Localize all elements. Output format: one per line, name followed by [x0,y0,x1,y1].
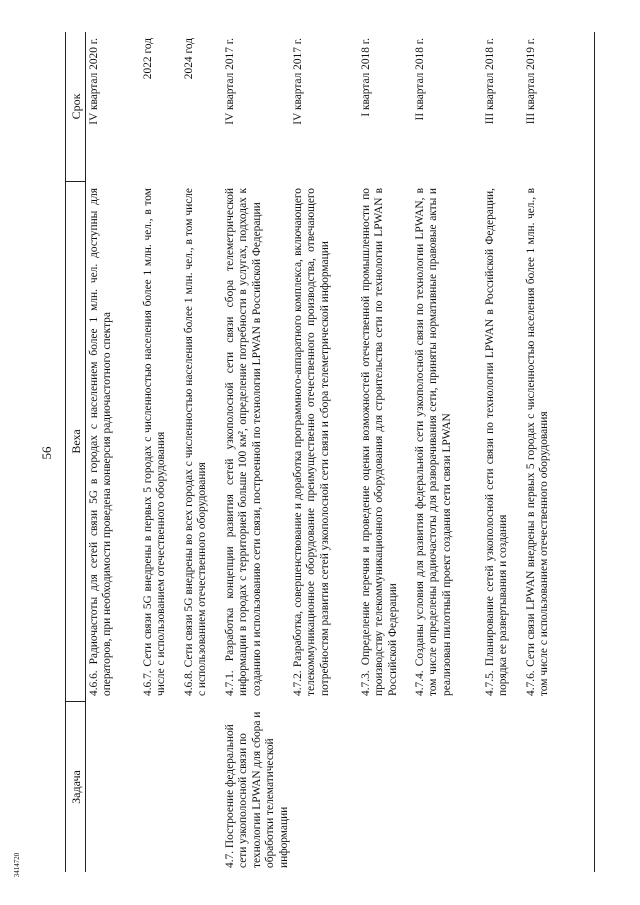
cell-term: III квартал 2019 г. [525,38,537,125]
document-id-text: 3414720 [13,852,21,878]
cell-term: I квартал 2018 г. [360,38,372,117]
header-term: Срок [66,32,85,182]
table-row [181,32,222,872]
cell-term: 2022 год [142,38,154,80]
cell-milestone: 4.6.7. Сети связи 5G внедрены в первых 5 городах с численностью населения более 1 млн. чел., в том числе с использованием отечественного оборудования [142,188,168,696]
page-number [40,446,54,460]
milestones-table-container [65,32,595,872]
cell-task [140,702,181,872]
table-row [222,32,290,872]
cell-task [482,702,523,872]
cell-term: IV квартал 2017 г. [224,38,236,125]
cell-term: III квартал 2018 г. [484,38,496,125]
header-milestone: Веха [66,182,85,702]
cell-milestone: 4.7.2. Разработка, совершенствование и доработка программного-аппаратного комплекса, включающего телекоммуникационное оборудование преимущественно отечественного производства, отвечающего потребностям развития сетей узкополосной сети связи и сбора телеметрической информации [292,188,331,696]
cell-term: IV квартал 2020 г. [88,38,100,125]
milestones-table [65,32,595,872]
table-row [290,32,358,872]
cell-term: IV квартал 2017 г. [292,38,304,125]
cell-term: II квартал 2018 г. [414,38,426,121]
table-header [66,32,86,872]
cell-milestone: 4.6.8. Сети связи 5G внедрены во всех городах с численностью населения более 1 млн. чел., в том числе с использованием отечественного оборудования [183,188,209,696]
cell-milestone: 4.7.3. Определение перечня и проведение оценки возможностей отечественной промышленности по производству телекоммуникационного оборудования для строительства сети по технологии LPWAN в Российской Федерации [360,188,399,696]
table-row [86,32,140,872]
table-body [86,32,564,872]
cell-milestone: 4.7.5. Планирование сетей узкополосной сети связи по технологии LPWAN в Российской Федерации, порядка ее развертывания и создания [484,188,510,696]
cell-milestone: 4.7.1. Разработка концепции развития сетей узкополосной сети связи сбора телеметрической информации в городах с территорией больше 100 км², определение потребности в услугах, подходах к созданию и использованию сети связи, построенной по технологии LPWAN в Российской Федерации [224,188,263,696]
cell-milestone: 4.7.4. Созданы условия для развития федеральной сети узкополосной связи по технологии LPWAN, в том числе определены радиочастоты для разворачивания сети, приняты нормативные правовые акты и реализован пилотный проект создания сети связи LPWAN [414,188,453,696]
table-row [140,32,181,872]
cell-task [86,702,140,872]
document-id [12,852,22,878]
cell-task [412,702,482,872]
cell-task: 4.7. Построение федеральной сети узкополосной связи по технологии LPWAN для сбора и обработки телематической информации [224,711,290,868]
cell-task [358,702,412,872]
table-row [523,32,564,872]
cell-task [181,702,222,872]
table-row [412,32,482,872]
cell-task [290,702,358,872]
page-number-text: 56 [39,446,54,460]
cell-task [523,702,564,872]
cell-milestone: 4.6.6. Радиочастоты для сетей связи 5G в городах с населением более 1 млн. чел. доступны для операторов, при необходимости проведена конверсия радиочастотного спектра [88,188,114,696]
header-task: Задача [69,770,83,804]
cell-term: 2024 год [183,38,195,80]
table-row [358,32,412,872]
cell-milestone: 4.7.6. Сети связи LPWAN внедрены в первых 5 городах с численностью населения более 1 млн. чел., в том числе с использованием отечественного оборудования [525,188,551,696]
table-row [482,32,523,872]
